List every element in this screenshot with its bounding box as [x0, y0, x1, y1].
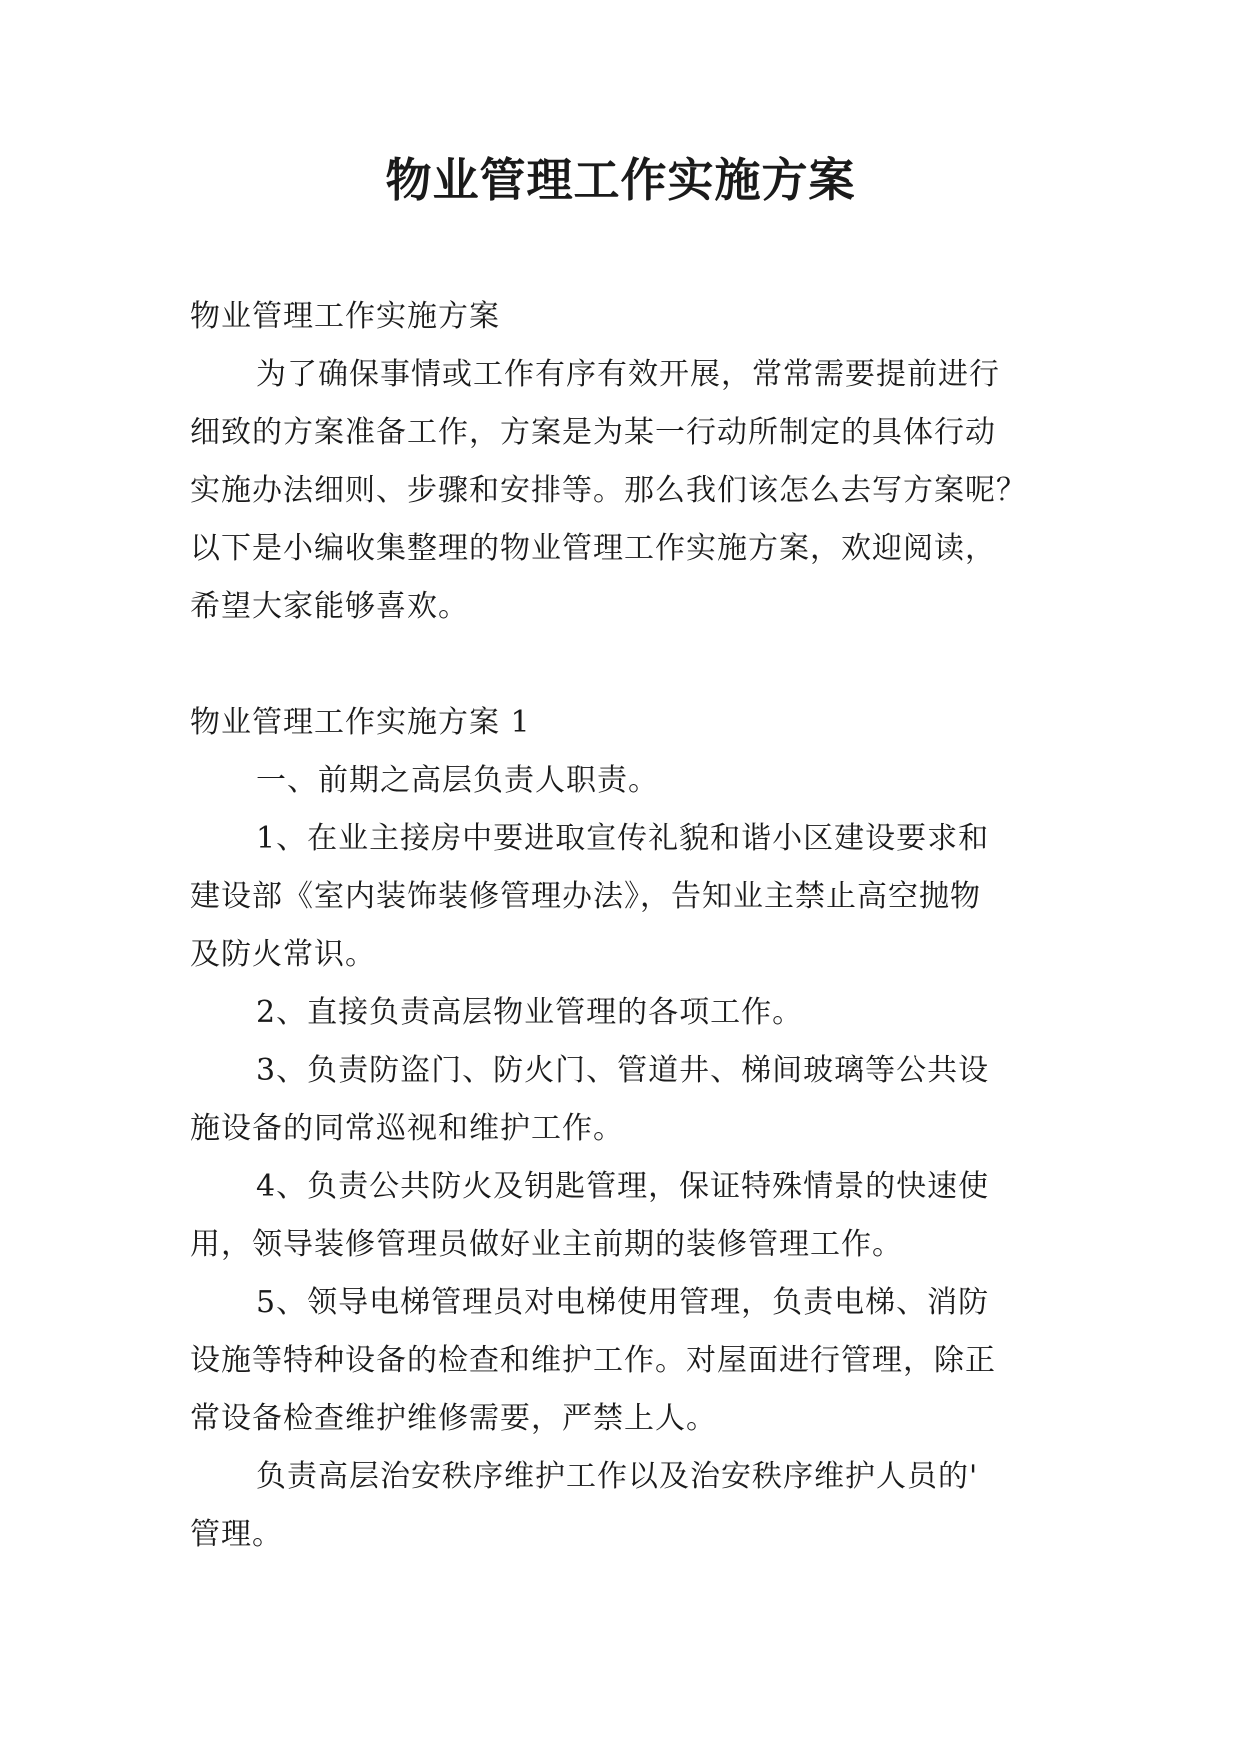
list-item: [190, 1274, 1070, 1448]
list-item: [190, 810, 1070, 984]
section-title: 物业管理工作实施方案 1: [190, 705, 531, 740]
item-line: 3、负责防盗门、防火门、管道井、梯间玻璃等公共设: [256, 1053, 990, 1088]
paragraph-spacer: [190, 636, 1070, 694]
list-item: [190, 984, 1070, 1042]
intro-line: 为了确保事情或工作有序有效开展，常常需要提前进行: [256, 357, 1000, 392]
item-line: 负责高层治安秩序维护工作以及治安秩序维护人员的': [256, 1459, 979, 1494]
section-heading: 一、前期之高层负责人职责。: [256, 763, 659, 798]
item-line: 及防火常识。: [190, 937, 376, 972]
intro-line: 以下是小编收集整理的物业管理工作实施方案，欢迎阅读，: [190, 531, 996, 566]
intro-line: 实施办法细则、步骤和安排等。那么我们该怎么去写方案呢？: [190, 473, 1027, 508]
intro-paragraph: [190, 346, 1070, 636]
item-line: 建设部《室内装饰装修管理办法》，告知业主禁止高空抛物: [190, 879, 981, 914]
item-line: 常设备检查维护维修需要，严禁上人。: [190, 1401, 717, 1436]
item-line: 1、在业主接房中要进取宣传礼貌和谐小区建设要求和: [256, 821, 990, 856]
item-line: 施设备的同常巡视和维护工作。: [190, 1111, 624, 1146]
intro-line: 细致的方案准备工作，方案是为某一行动所制定的具体行动: [190, 415, 996, 450]
document-subtitle: 物业管理工作实施方案: [190, 299, 500, 334]
document-body: [190, 288, 1070, 1564]
list-item: [190, 1042, 1070, 1158]
item-line: 设施等特种设备的检查和维护工作。对屋面进行管理，除正: [190, 1343, 996, 1378]
item-line: 4、负责公共防火及钥匙管理，保证特殊情景的快速使: [256, 1169, 990, 1204]
item-line: 管理。: [190, 1517, 283, 1552]
list-item: [190, 1158, 1070, 1274]
intro-line: 希望大家能够喜欢。: [190, 589, 469, 624]
item-line: 5、领导电梯管理员对电梯使用管理，负责电梯、消防: [256, 1285, 990, 1320]
item-line: 用，领导装修管理员做好业主前期的装修管理工作。: [190, 1227, 903, 1262]
document-title: 物业管理工作实施方案: [385, 153, 856, 207]
list-item: [190, 1448, 1070, 1564]
item-line: 2、直接负责高层物业管理的各项工作。: [256, 995, 804, 1030]
